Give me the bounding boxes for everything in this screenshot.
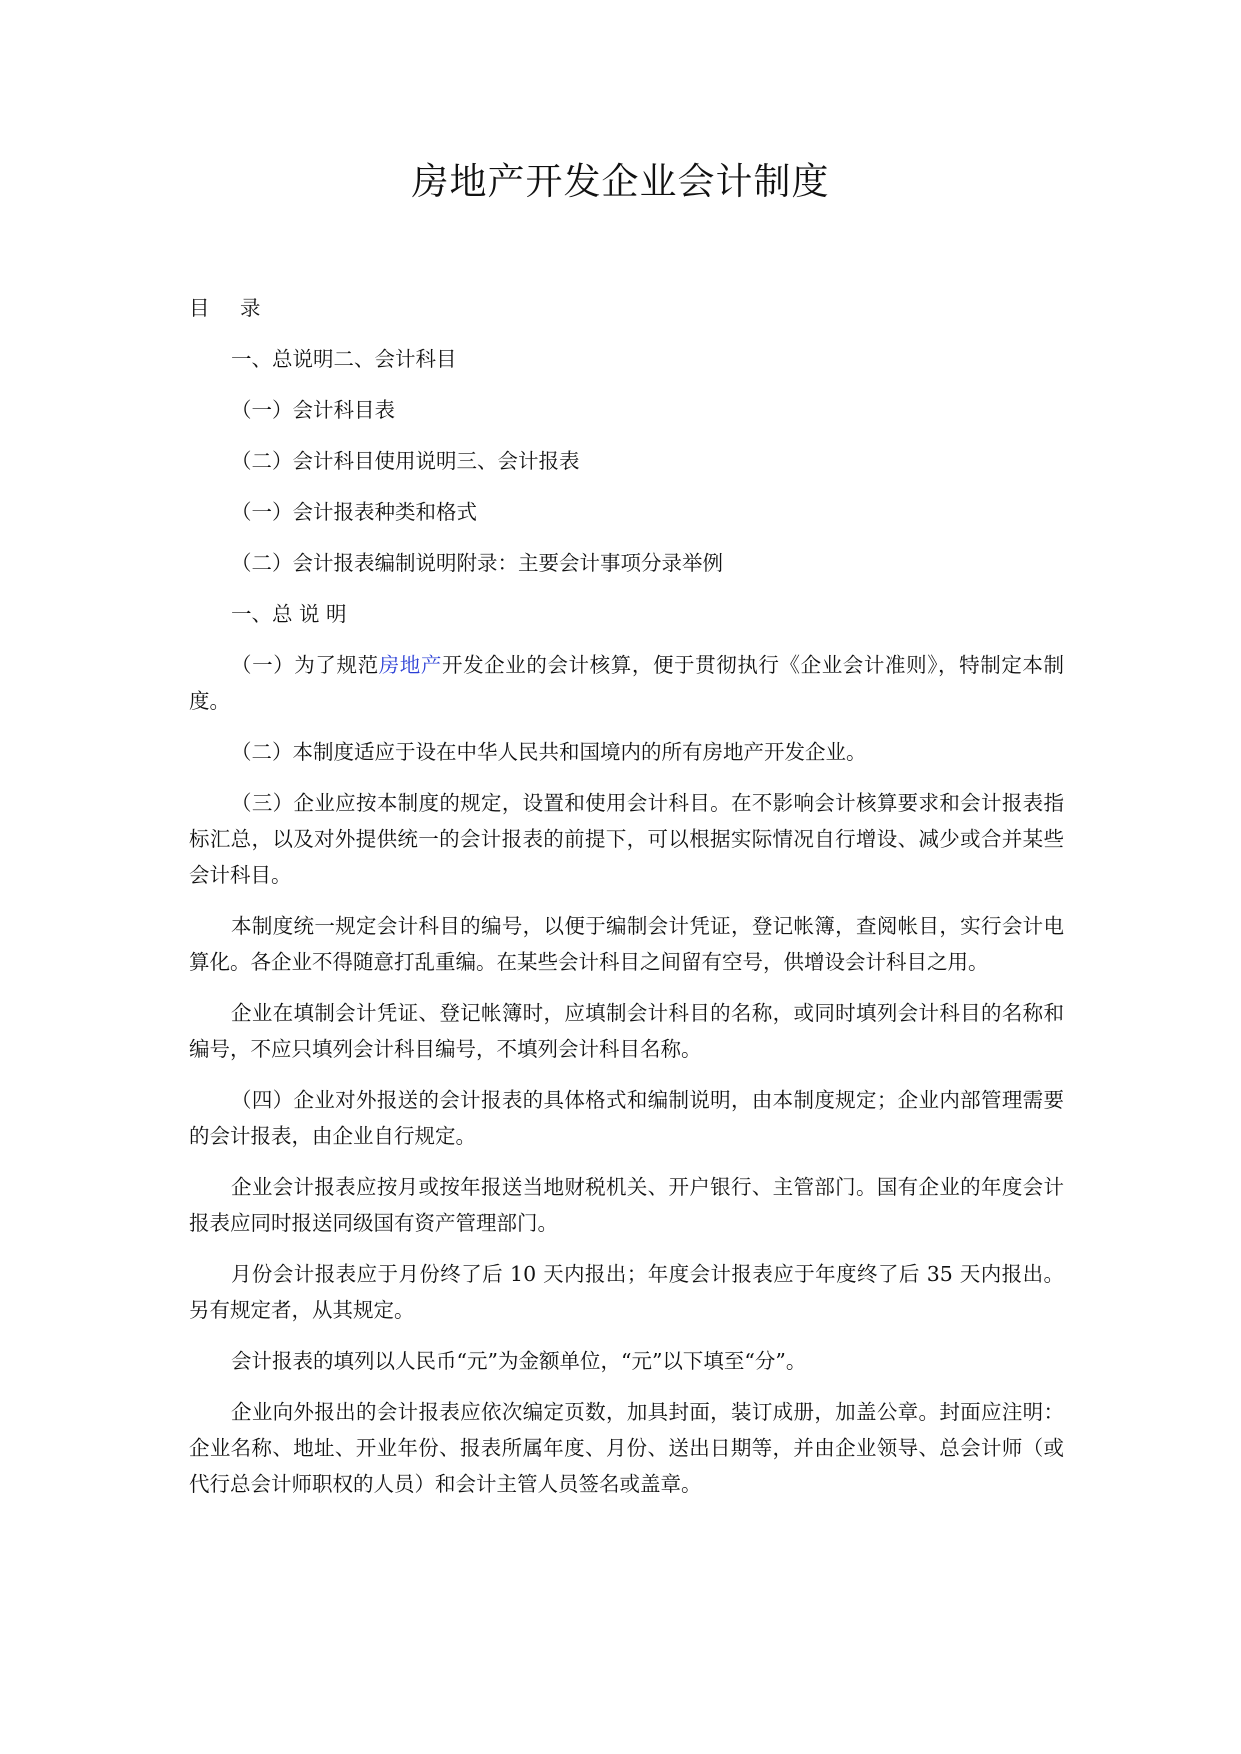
document-title: 房地产开发企业会计制度 (411, 160, 830, 203)
toc-item: （一）会计科目表 (231, 398, 395, 422)
real-estate-link[interactable]: 房地产 (378, 653, 442, 677)
toc-item: 一、总说明二、会计科目 (231, 347, 457, 371)
paragraph: 本制度统一规定会计科目的编号，以便于编制会计凭证，登记帐簿，查阅帐目，实行会计电算化。各企业不得随意打乱重编。在某些会计科目之间留有空号，供增设会计科目之用。 (189, 914, 1064, 974)
paragraph: 企业在填制会计凭证、登记帐簿时，应填制会计科目的名称，或同时填列会计科目的名称和编号，不应只填列会计科目编号，不填列会计科目名称。 (189, 1001, 1064, 1061)
toc-heading: 目 录 (189, 296, 273, 320)
paragraph: （二）本制度适应于设在中华人民共和国境内的所有房地产开发企业。 (231, 740, 867, 764)
paragraph: 企业会计报表应按月或按年报送当地财税机关、开户银行、主管部门。国有企业的年度会计报表应同时报送同级国有资产管理部门。 (189, 1175, 1064, 1235)
toc-item: （二）会计报表编制说明附录：主要会计事项分录举例 (231, 551, 723, 575)
paragraph-1 (189, 647, 1064, 719)
paragraph-1-end: 开发企业的会计核算，便于贯彻执行《企业会计准则》，特制定本制度。 (189, 653, 1065, 713)
toc-item: （一）会计报表种类和格式 (231, 500, 477, 524)
toc-item: （二）会计科目使用说明三、会计报表 (231, 449, 580, 473)
paragraph: （三）企业应按本制度的规定，设置和使用会计科目。在不影响会计核算要求和会计报表指标汇总，以及对外提供统一的会计报表的前提下，可以根据实际情况自行增设、减少或合并某些会计科目。 (189, 791, 1064, 887)
paragraph: 企业向外报出的会计报表应依次编定页数，加具封面，装订成册，加盖公章。封面应注明：企业名称、地址、开业年份、报表所属年度、月份、送出日期等，并由企业领导、总会计师（或代行总会计师职权的人员）和会计主管人员签名或盖章。 (189, 1400, 1064, 1496)
paragraph: （四）企业对外报送的会计报表的具体格式和编制说明，由本制度规定；企业内部管理需要的会计报表，由企业自行规定。 (189, 1088, 1064, 1148)
paragraph: 月份会计报表应于月份终了后 10 天内报出；年度会计报表应于年度终了后 35 天内报出。另有规定者，从其规定。 (189, 1262, 1064, 1322)
document-body (189, 290, 1064, 1517)
paragraph: 会计报表的填列以人民币“元”为金额单位，“元”以下填至“分”。 (231, 1349, 807, 1373)
section-heading: 一、总 说 明 (231, 602, 347, 626)
paragraph-1-start: （一）为了规范 (231, 653, 379, 677)
